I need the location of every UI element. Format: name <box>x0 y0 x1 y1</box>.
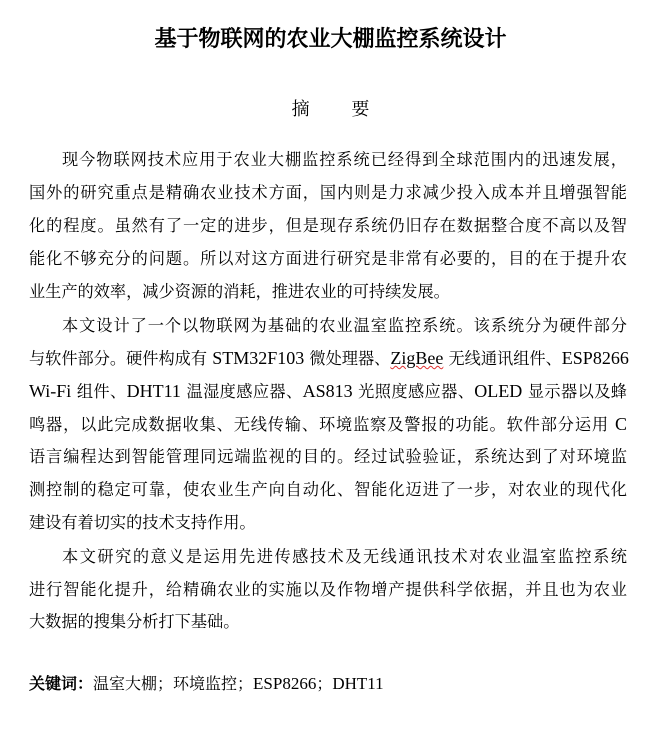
text: ESP8266 <box>561 348 629 368</box>
text: 微处理器、 <box>304 349 391 368</box>
text: 组件、 <box>71 382 127 401</box>
text: 鸣器，以此完成数据收集、无线传输、环境监察及警报的功能。软件部分运用 <box>29 415 615 434</box>
paragraph-line: 化的程度。虽然有了一定的进步，但是现存系统仍旧存在数据整合度不高以及智 <box>29 216 627 235</box>
document-title: 基于物联网的农业大棚监控系统设计 <box>154 27 507 52</box>
abstract-heading: 摘 要 <box>291 99 388 120</box>
text: STM32F103 <box>212 348 305 368</box>
paragraph-line: 本文研究的意义是运用先进传感技术及无线通讯技术对农业温室监控系统 <box>62 547 627 566</box>
text: 温湿度感应器、 <box>180 382 303 401</box>
paragraph-line: 测控制的稳定可靠，使农业生产向自动化、智能化迈进了一步，对农业的现代化 <box>29 480 627 499</box>
paragraph-line: 语言编程达到智能管理同远端监视的目的。经过试验验证，系统达到了对环境监 <box>29 447 627 466</box>
keywords-label: 关键词： <box>29 674 94 693</box>
paragraph-line: 现今物联网技术应用于农业大棚监控系统已经得到全球范围内的迅速发展， <box>62 150 627 169</box>
keyword: ESP8266 <box>253 674 317 693</box>
paragraph-line: 本文设计了一个以物联网为基础的农业温室监控系统。该系统分为硬件部分 <box>62 316 627 335</box>
separator: ； <box>316 674 333 693</box>
text: 显示器以及蜂 <box>522 382 627 401</box>
text: 与软件部分。硬件构成有 <box>29 349 213 368</box>
keywords <box>29 671 384 694</box>
paragraph-line <box>29 414 627 435</box>
paragraph-line: 大数据的搜集分析打下基础。 <box>29 612 240 631</box>
spellcheck-word: ZigBee <box>390 348 444 368</box>
text: OLED <box>474 381 523 401</box>
paragraph-line <box>29 381 627 402</box>
paragraph-line: 业生产的效率，减少资源的消耗，推进农业的可持续发展。 <box>29 282 450 301</box>
paragraph-line: 进行智能化提升，给精确农业的实施以及作物增产提供科学依据，并且也为农业 <box>29 580 627 599</box>
text: Wi-Fi <box>29 381 72 401</box>
text: 光照度感应器、 <box>352 382 475 401</box>
text: C <box>614 414 627 434</box>
paragraph-line <box>29 348 627 369</box>
text: 无线通讯组件、 <box>443 349 562 368</box>
paragraph-line: 建设有着切实的技术支持作用。 <box>29 513 256 532</box>
text: AS813 <box>302 381 353 401</box>
paragraph-line: 能化不够充分的问题。所以对这方面进行研究是非常有必要的，目的在于提升农 <box>29 249 627 268</box>
keyword: DHT11 <box>332 674 384 693</box>
paragraph-line: 国外的研究重点是精确农业技术方面，国内则是力求减少投入成本并且增强智能 <box>29 183 627 202</box>
keyword: 温室大棚；环境监控； <box>93 674 254 693</box>
text: DHT11 <box>126 381 181 401</box>
